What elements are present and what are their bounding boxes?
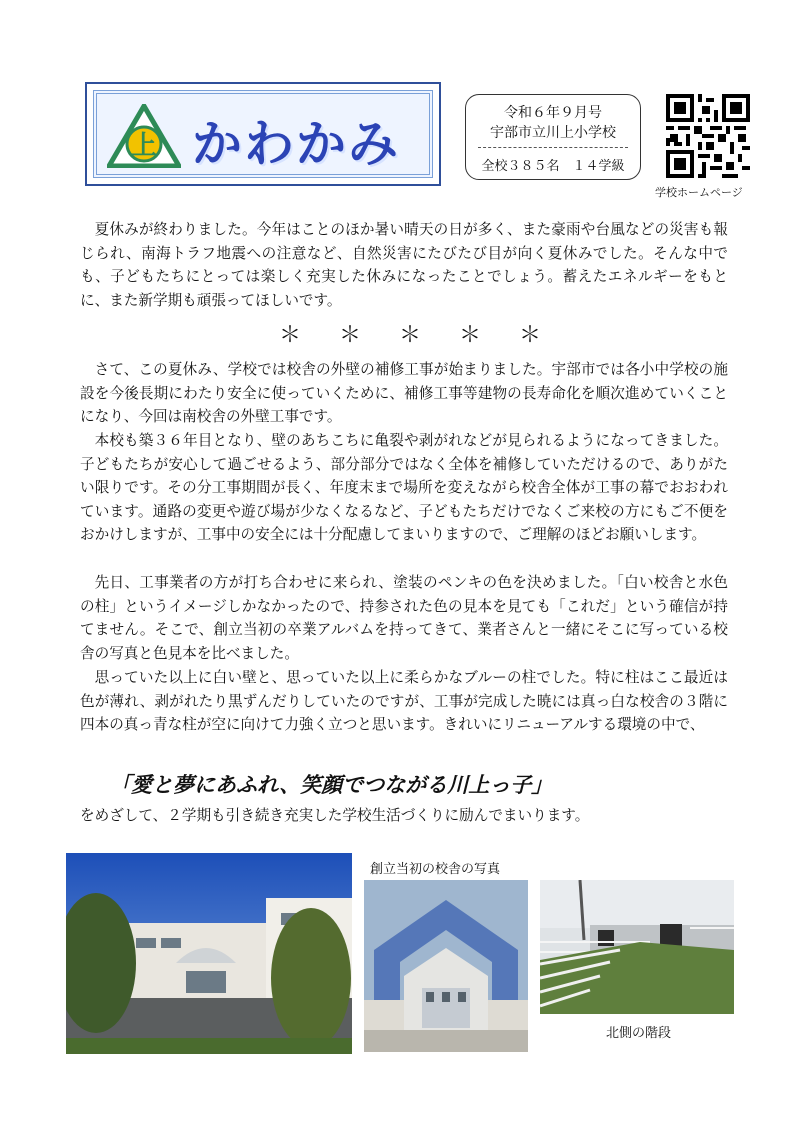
original-building-photo — [364, 880, 528, 1052]
school-logo-icon — [107, 104, 181, 168]
qr-code-icon[interactable] — [666, 94, 750, 178]
north-stairs-photo — [540, 880, 734, 1014]
caption-north-stairs: 北側の階段 — [606, 1026, 672, 1041]
issue-info-box — [465, 94, 641, 180]
paragraph-building-age: 本校も築３６年目となり、壁のあちこちに亀裂や剥がれなどが見られるようになってきました。子どもたちが安心して過ごせるよう、部分部分ではなく全体を補修していただけるので、ありがたい限りです。その分工事期間が長く、年度末まで場所を変えながら校舎全体が工事の幕でおおわれています。通路の変更や遊び場が少なくなるなど、子どもたちだけでなくご来校の方にもご不便をおかけしますが、工事中の安全には十分配慮してまいりますので、ご理解のほどお願いします。 — [80, 432, 728, 544]
logo-text: 上 — [130, 131, 158, 161]
newsletter-title: かわかみ — [192, 115, 400, 173]
caption-original-building: 創立当初の校舎の写真 — [370, 862, 501, 877]
paragraph-paint-color: 先日、工事業者の方が打ち合わせに来られ、塗装のペンキの色を決めました。「白い校舎と水色の柱」というイメージしかなかったので、持参された色の見本を見ても「これだ」という確信が持てません。そこで、創立当初の卒業アルバムを持ってきて、業者さんと一緒にそこに写っている校舎の写真と色見本を比べました。 — [80, 574, 728, 662]
school-stats: 全校３８５名 １４学級 — [481, 159, 625, 174]
info-divider — [478, 147, 628, 148]
star-mark: ＊ — [278, 323, 301, 348]
issue-date: 令和６年９月号 — [504, 105, 602, 121]
section-divider-stars — [260, 318, 560, 349]
star-mark: ＊ — [398, 323, 421, 348]
star-mark: ＊ — [518, 323, 541, 348]
school-name: 宇部市立川上小学校 — [490, 125, 616, 141]
qr-caption: 学校ホームページ — [655, 186, 743, 199]
paragraph-summer: 夏休みが終わりました。今年はことのほか暑い晴天の日が多く、また豪雨や台風などの災害も報じられ、南海トラフ地震への注意など、自然災害にたびたび目が向く夏休みでした。そんな中でも、子どもたちにとっては楽しく充実した休みになったことでしょう。蓄えたエネルギーをもとに、また新学期も頑張ってほしいです。 — [80, 221, 728, 309]
closing-text: をめざして、２学期も引き続き充実した学校生活づくりに励んでまいります。 — [80, 807, 590, 824]
star-mark: ＊ — [338, 323, 361, 348]
school-motto: 「愛と夢にあふれ、笑顔でつながる川上っ子」 — [110, 773, 553, 797]
title-box — [85, 82, 441, 186]
paragraph-construction: さて、この夏休み、学校では校舎の外壁の補修工事が始まりました。宇部市では各小中学校の施設を今後長期にわたり安全に使っていくために、補修工事等建物の長寿命化を順次進めていくことになり、今回は南校舎の外壁工事です。 — [80, 361, 728, 426]
title-inner-frame — [93, 90, 433, 178]
school-building-photo — [66, 853, 352, 1054]
star-mark: ＊ — [458, 323, 481, 348]
paragraph-renewal: 思っていた以上に白い壁と、思っていた以上に柔らかなブルーの柱でした。特に柱はここ最近は色が薄れ、剥がれたり黒ずんだりしていたのですが、工事が完成した暁には真っ白な校舎の３階に四本の真っ青な柱が空に向けて力強く立つと思います。きれいにリニューアルする環境の中で、 — [80, 669, 728, 734]
